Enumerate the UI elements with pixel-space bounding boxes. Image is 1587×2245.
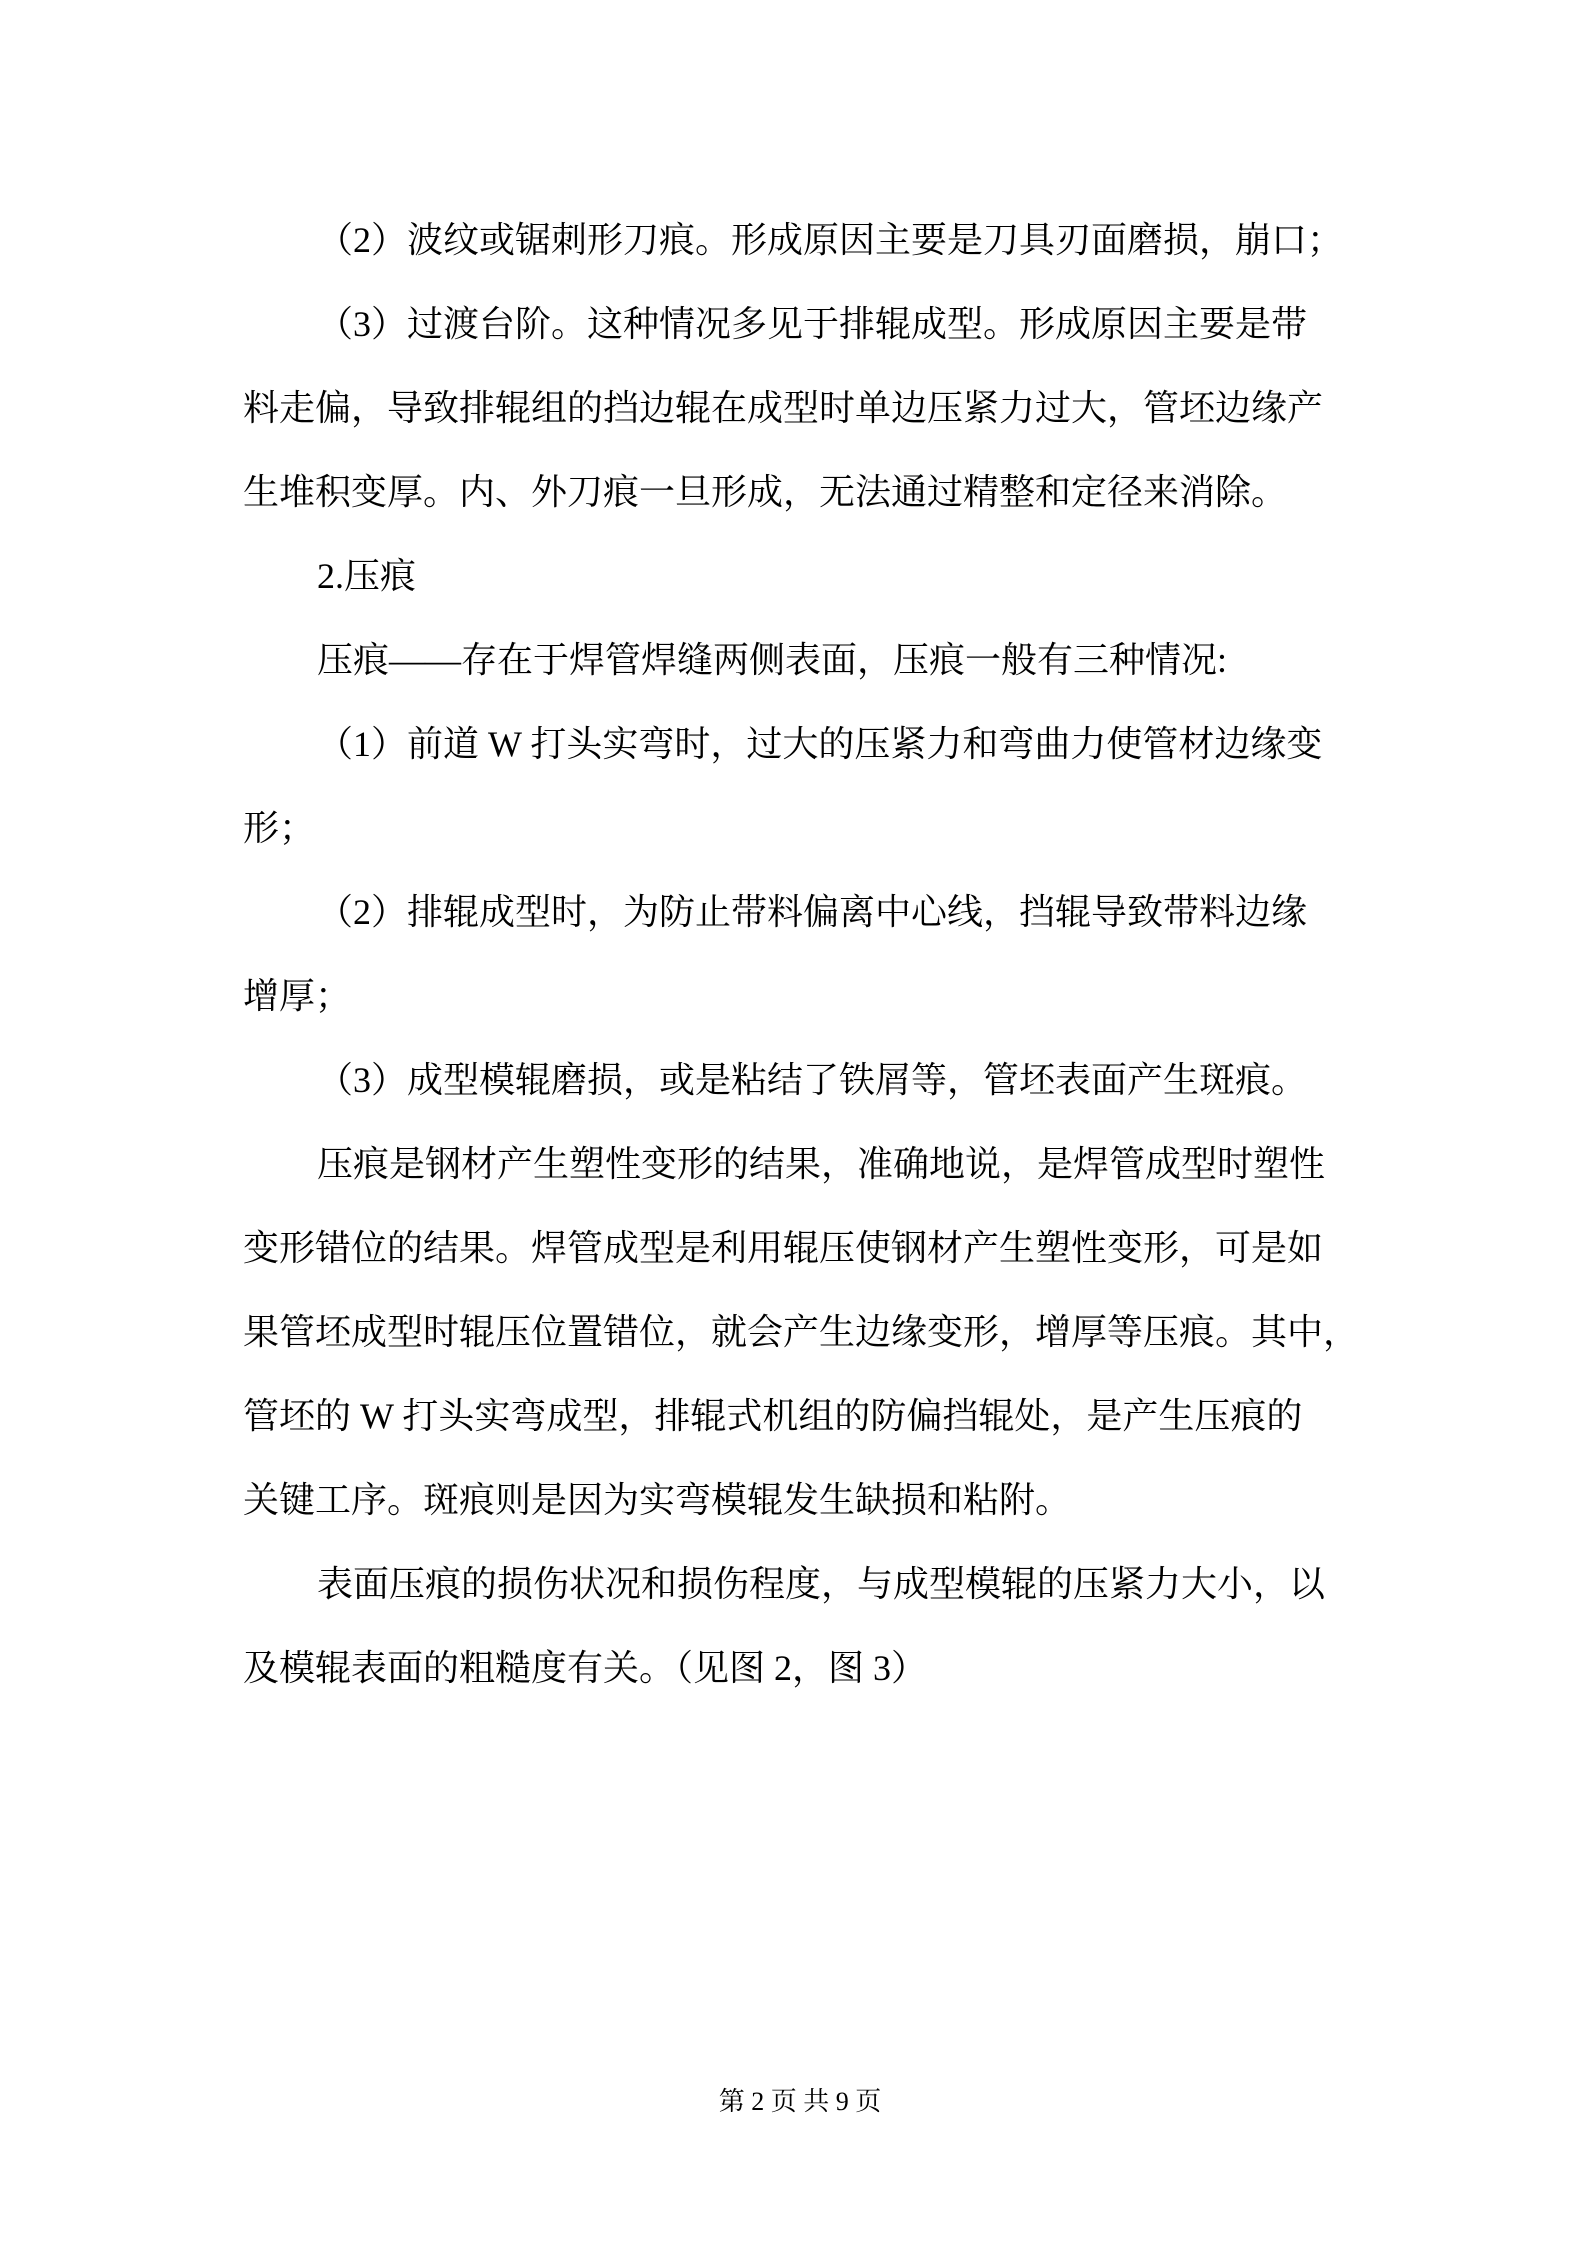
text-line: 果管坯成型时辊压位置错位，就会产生边缘变形，增厚等压痕。其中，: [243, 1312, 1360, 1352]
text-line: 压痕是钢材产生塑性变形的结果，准确地说，是焊管成型时塑性: [317, 1144, 1326, 1184]
text-line: 及模辊表面的粗糙度有关。（见图 2，图 3）: [243, 1648, 928, 1688]
page-footer: [243, 2072, 1357, 2132]
text-line: 关键工序。斑痕则是因为实弯模辊发生缺损和粘附。: [243, 1480, 1072, 1520]
text-line: 压痕——存在于焊管焊缝两侧表面，压痕一般有三种情况:: [317, 640, 1228, 680]
text-line: （1）前道 W 打头实弯时，过大的压紧力和弯曲力使管材边缘变: [317, 724, 1323, 764]
text-line: 增厚；: [243, 976, 352, 1016]
text-line: 形；: [243, 808, 316, 848]
text-line: 管坯的 W 打头实弯成型，排辊式机组的防偏挡辊处，是产生压痕的: [243, 1396, 1303, 1436]
text-line: （3）成型模辊磨损，或是粘结了铁屑等，管坯表面产生斑痕。: [317, 1060, 1308, 1100]
text-line: 2.压痕: [317, 556, 417, 596]
text-line: 料走偏，导致排辊组的挡边辊在成型时单边压紧力过大，管坯边缘产: [243, 388, 1324, 428]
text-line: （2）排辊成型时，为防止带料偏离中心线，挡辊导致带料边缘: [317, 892, 1308, 932]
text-line: 变形错位的结果。焊管成型是利用辊压使钢材产生塑性变形，可是如: [243, 1228, 1324, 1268]
text-line: （3）过渡台阶。这种情况多见于排辊成型。形成原因主要是带: [317, 304, 1308, 344]
text-line: 生堆积变厚。内、外刀痕一旦形成，无法通过精整和定径来消除。: [243, 472, 1288, 512]
page-number-label: 第 2 页 共 9 页: [718, 2087, 882, 2116]
text-line: （2）波纹或锯刺形刀痕。形成原因主要是刀具刃面磨损，崩口；: [317, 220, 1344, 260]
document-body: [243, 198, 1360, 1710]
text-line: 表面压痕的损伤状况和损伤程度，与成型模辊的压紧力大小，以: [317, 1564, 1326, 1604]
